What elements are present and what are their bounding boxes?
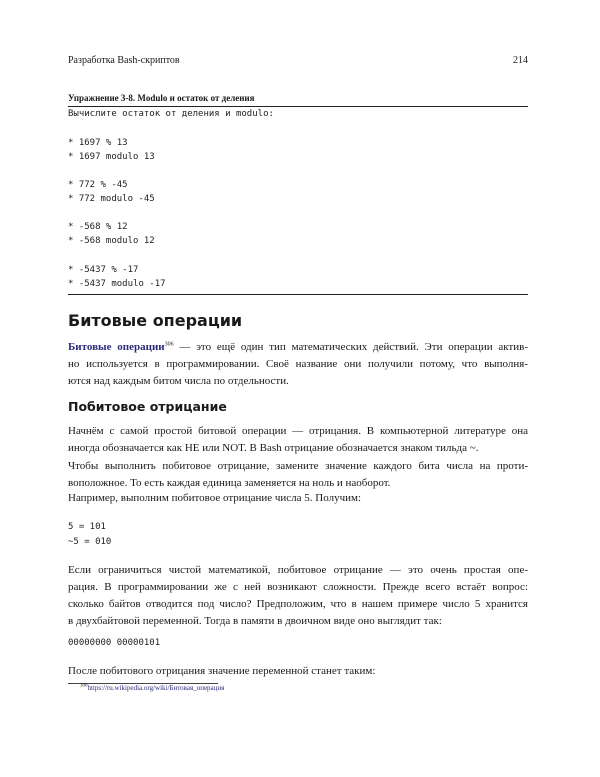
footnote: [80, 684, 224, 692]
exercise-line: * -5437 % -17: [68, 265, 139, 275]
exercise-line: Вычислите остаток от деления и modulo:: [68, 109, 274, 119]
paragraph-2: Чтобы выполнить побитовое отрицание, замените значение каждого бита числа на проти- воположное. То есть каждая единица заменяется на ноль и наоборот.: [68, 460, 528, 489]
exercise-line: * 1697 % 13: [68, 138, 128, 148]
paragraph-3: Например, выполним побитовое отрицание числа 5. Получим:: [68, 492, 362, 504]
paragraph-1: Начнём с самой простой битовой операции — отрицания. В компьютерной литературе она иногда обозначается как НЕ или NOT. В Bash отрицание обозначается знаком тильда ~.: [68, 425, 528, 454]
section-intro: Битовые операции$^{306}$ — это ещё один тип математических действий. Эти операции актив- но используется в программировании. Своё название они получили потому, что выполня- ются над каждым битом числа по отдельности.: [68, 341, 529, 387]
code-line: 5 = 101: [68, 522, 106, 532]
exercise-top-rule: [68, 106, 528, 107]
intro-link[interactable]: Битовые операции: [68, 341, 165, 353]
paragraph-4: Если ограничиться чистой математикой, побитовое отрицание — это очень простая опе- рация. В программировании же с ней возникают сложности. Прежде всего встаёт вопрос: сколько байтов отводится под число? Предположим, что в нашем примере число 5 хранится в двухбайтовой переменной. Тогда в памяти в двоичном виде оно выглядит так:: [68, 564, 528, 627]
subsection-title: Побитовое отрицание: [68, 399, 227, 414]
exercise-bottom-rule: [68, 294, 528, 295]
exercise-line: * -5437 modulo -17: [68, 279, 166, 289]
exercise-line: * 1697 modulo 13: [68, 152, 155, 162]
footnote-link[interactable]: https://ru.wikipedia.org/wiki/Битовая_операция: [87, 684, 225, 692]
code-line: 00000000 00000101: [68, 638, 161, 648]
exercise-title: Упражнение 3-8. Modulo и остаток от деления: [68, 93, 255, 103]
footnote-ref[interactable]: 306: [164, 341, 174, 348]
exercise-line: * -568 % 12: [68, 222, 128, 232]
page: [68, 0, 528, 777]
page-number: 214: [513, 55, 528, 66]
paragraph-5: После побитового отрицания значение переменной станет таким:: [68, 665, 376, 677]
footnote-number: 306: [80, 683, 88, 689]
code-line: ~5 = 010: [68, 537, 112, 547]
exercise-line: * -568 modulo 12: [68, 236, 155, 246]
section-title: Битовые операции: [68, 311, 243, 330]
exercise-line: * 772 modulo -45: [68, 194, 155, 204]
running-title: Разработка Bash-скриптов: [68, 55, 180, 66]
exercise-line: * 772 % -45: [68, 180, 128, 190]
